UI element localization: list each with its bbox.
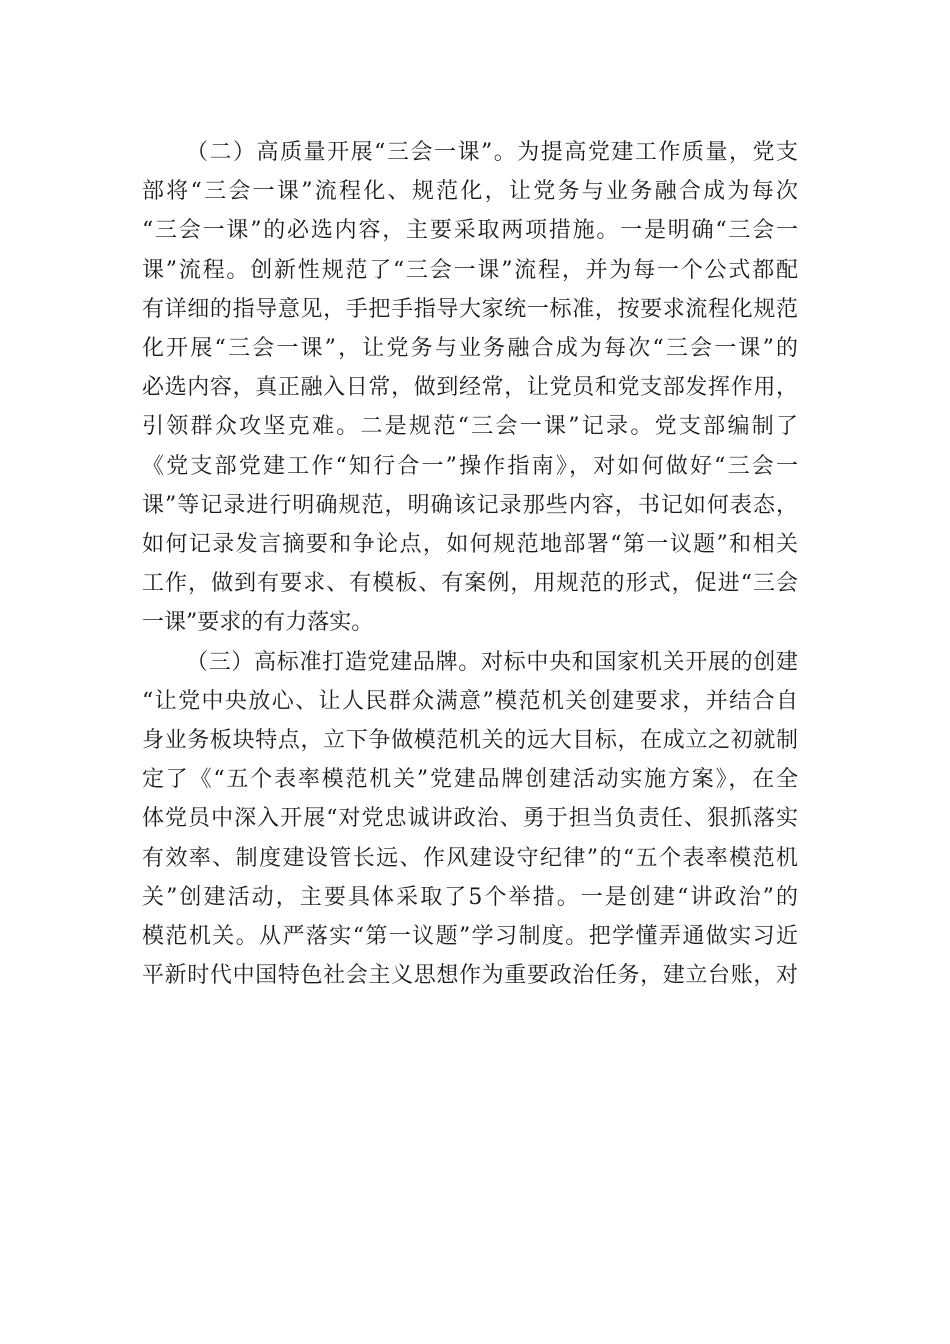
text-line: “让党中央放心、让人民群众满意”模范机关创建要求，并结合自 [142, 688, 798, 714]
text-line: （二）高质量开展“三会一课”。为提高党建工作质量，党支 [186, 140, 798, 165]
text-line: 有详细的指导意见，手把手指导大家统一标准，按要求流程化规范 [142, 296, 798, 322]
document-body [142, 133, 798, 995]
text-line: 模范机关。从严落实“第一议题”学习制度。把学懂弄通做实习近 [142, 924, 798, 950]
text-line: 工作，做到有要求、有模板、有案例，用规范的形式，促进“三会 [142, 571, 798, 597]
text-line: 定了《“五个表率模范机关”党建品牌创建活动实施方案》，在全 [142, 767, 798, 793]
text-line: 课”等记录进行明确规范，明确该记录那些内容，书记如何表态， [142, 492, 798, 518]
paragraph-section-2 [142, 133, 798, 643]
text-line: 体党员中深入开展“对党忠诚讲政治、勇于担当负责任、狠抓落实 [142, 806, 798, 832]
text-line: 引领群众攻坚克难。二是规范“三会一课”记录。党支部编制了 [142, 414, 798, 440]
text-line: 身业务板块特点，立下争做模范机关的远大目标，在成立之初就制 [142, 728, 798, 754]
text-line: 如何记录发言摘要和争论点，如何规范地部署“第一议题”和相关 [142, 532, 798, 558]
text-line: 平新时代中国特色社会主义思想作为重要政治任务，建立台账，对 [142, 963, 798, 989]
text-line: 有效率、制度建设管长远、作风建设守纪律”的“五个表率模范机 [142, 845, 798, 871]
text-line: 《党支部党建工作“知行合一”操作指南》，对如何做好“三会一 [142, 453, 798, 479]
paragraph-section-3 [142, 643, 798, 996]
text-line: “三会一课”的必选内容，主要采取两项措施。一是明确“三会一 [142, 218, 798, 244]
text-line: （三）高标准打造党建品牌。对标中央和国家机关开展的创建 [186, 649, 798, 675]
text-line: 化开展“三会一课”，让党务与业务融合成为每次“三会一课”的 [142, 336, 798, 362]
text-line: 部将“三会一课”流程化、规范化，让党务与业务融合成为每次 [142, 179, 798, 205]
text-line: 课”流程。创新性规范了“三会一课”流程，并为每一个公式都配 [142, 257, 798, 283]
text-line: 一课”要求的有力落实。 [142, 610, 374, 636]
text-line: 关”创建活动，主要具体采取了5个举措。一是创建“讲政治”的 [142, 884, 798, 910]
text-line: 必选内容，真正融入日常，做到经常，让党员和党支部发挥作用， [142, 375, 798, 401]
